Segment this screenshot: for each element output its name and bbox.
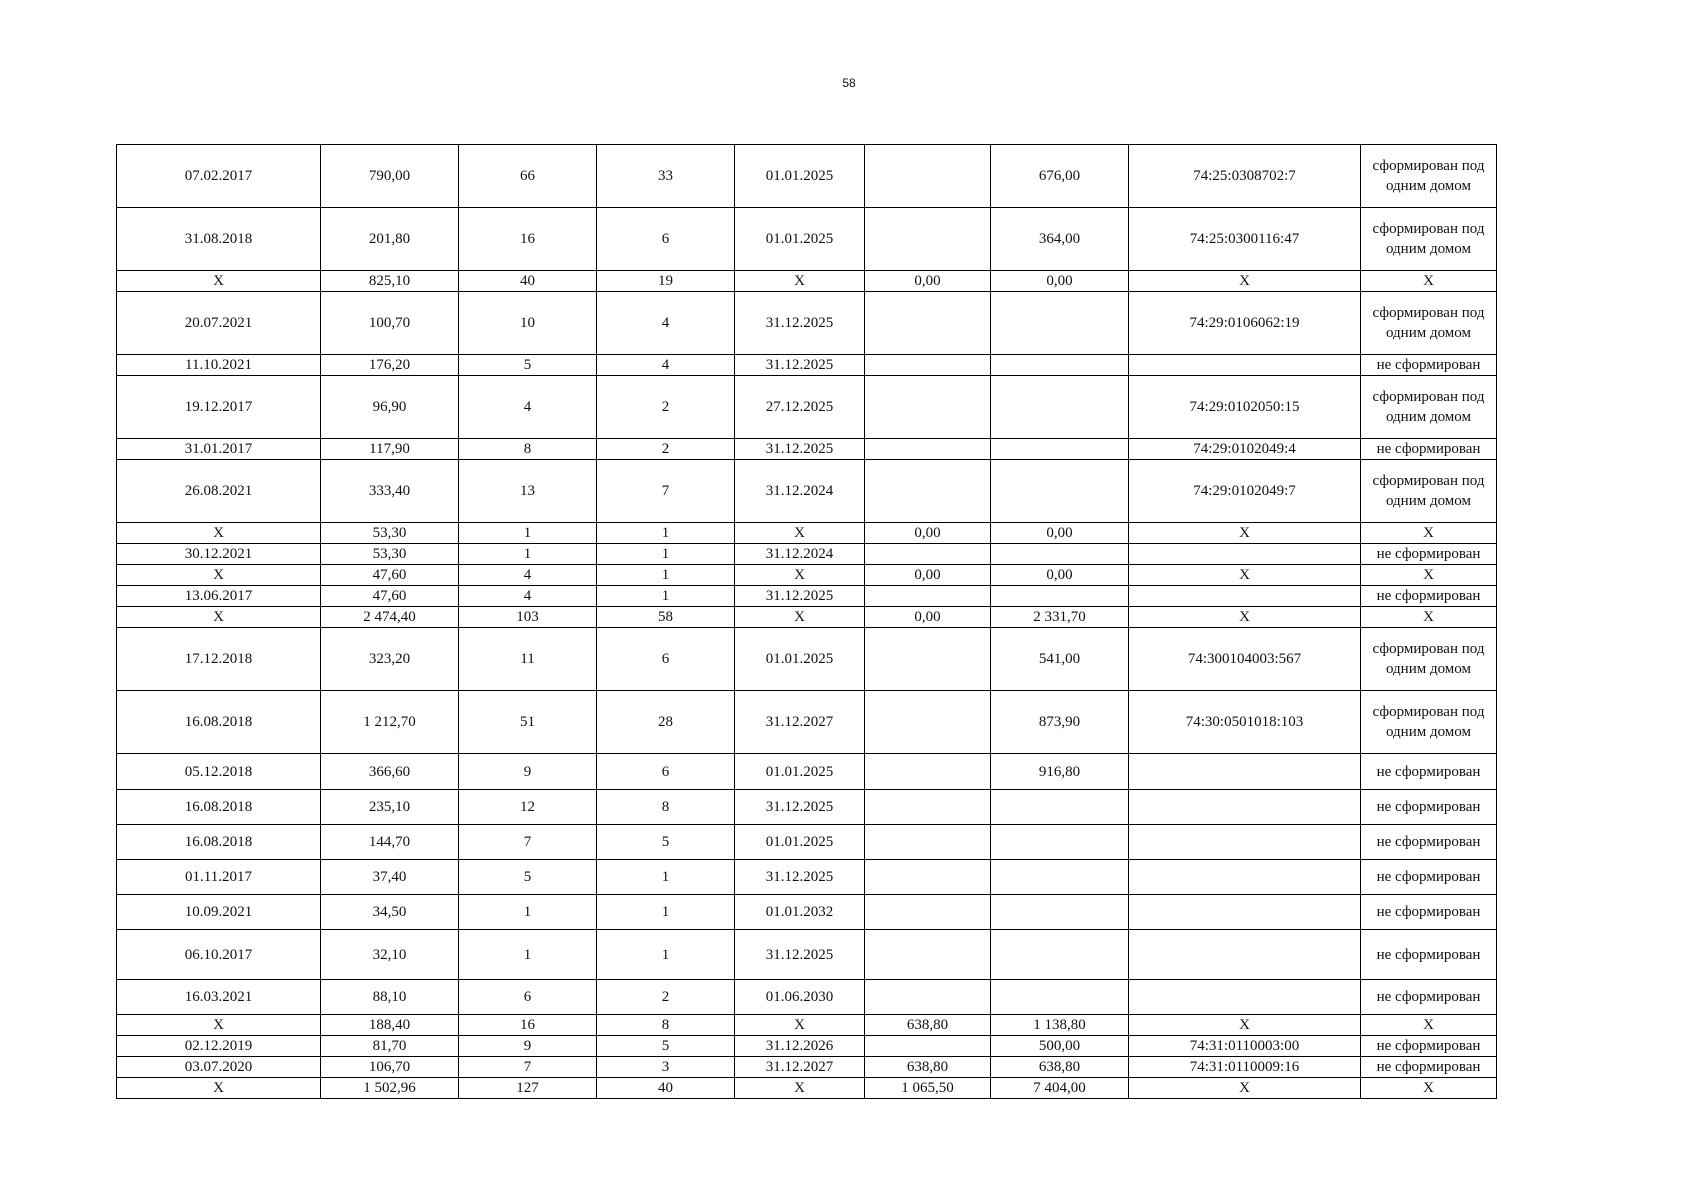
status-cell: не сформирован xyxy=(1361,439,1497,460)
area-cell: 34,50 xyxy=(321,895,459,930)
count2-cell: 5 xyxy=(597,1036,735,1057)
deadline-cell: 01.01.2025 xyxy=(735,628,865,691)
date-cell: 13.06.2017 xyxy=(117,586,321,607)
status-cell: Х xyxy=(1361,271,1497,292)
value2-cell: 500,00 xyxy=(991,1036,1129,1057)
date-cell: 17.12.2018 xyxy=(117,628,321,691)
count2-cell: 1 xyxy=(597,895,735,930)
area-cell: 88,10 xyxy=(321,980,459,1015)
cadastral-cell xyxy=(1129,895,1361,930)
value2-cell xyxy=(991,860,1129,895)
value-cell xyxy=(865,825,991,860)
date-cell: 16.08.2018 xyxy=(117,790,321,825)
value-cell: 0,00 xyxy=(865,523,991,544)
status-cell: Х xyxy=(1361,607,1497,628)
table-row xyxy=(117,523,1497,544)
table-row xyxy=(117,607,1497,628)
status-cell: сформирован под одним домом xyxy=(1361,292,1497,355)
date-cell: Х xyxy=(117,1078,321,1099)
cadastral-cell: 74:29:0106062:19 xyxy=(1129,292,1361,355)
area-cell: 1 502,96 xyxy=(321,1078,459,1099)
count2-cell: 8 xyxy=(597,1015,735,1036)
date-cell: Х xyxy=(117,565,321,586)
table-row xyxy=(117,208,1497,271)
count2-cell: 1 xyxy=(597,544,735,565)
deadline-cell: 31.12.2027 xyxy=(735,1057,865,1078)
deadline-cell: 31.12.2025 xyxy=(735,292,865,355)
table-row xyxy=(117,1036,1497,1057)
count-cell: 7 xyxy=(459,1057,597,1078)
count2-cell: 19 xyxy=(597,271,735,292)
value-cell xyxy=(865,292,991,355)
area-cell: 188,40 xyxy=(321,1015,459,1036)
table-row xyxy=(117,691,1497,754)
cadastral-cell: 74:30:0501018:103 xyxy=(1129,691,1361,754)
deadline-cell: Х xyxy=(735,1015,865,1036)
area-cell: 825,10 xyxy=(321,271,459,292)
value2-cell xyxy=(991,980,1129,1015)
status-cell: Х xyxy=(1361,1015,1497,1036)
count-cell: 103 xyxy=(459,607,597,628)
count2-cell: 6 xyxy=(597,628,735,691)
cadastral-cell: 74:300104003:567 xyxy=(1129,628,1361,691)
value-cell xyxy=(865,544,991,565)
table-row xyxy=(117,860,1497,895)
status-cell: не сформирован xyxy=(1361,980,1497,1015)
area-cell: 32,10 xyxy=(321,930,459,980)
value-cell xyxy=(865,460,991,523)
value2-cell xyxy=(991,930,1129,980)
count-cell: 40 xyxy=(459,271,597,292)
value-cell xyxy=(865,1036,991,1057)
count-cell: 1 xyxy=(459,895,597,930)
table-row xyxy=(117,980,1497,1015)
status-cell: не сформирован xyxy=(1361,1057,1497,1078)
status-cell: Х xyxy=(1361,523,1497,544)
cadastral-cell: 74:29:0102049:4 xyxy=(1129,439,1361,460)
value2-cell xyxy=(991,895,1129,930)
deadline-cell: 27.12.2025 xyxy=(735,376,865,439)
date-cell: 10.09.2021 xyxy=(117,895,321,930)
deadline-cell: 31.12.2025 xyxy=(735,439,865,460)
cadastral-cell xyxy=(1129,825,1361,860)
count-cell: 7 xyxy=(459,825,597,860)
page-number: 58 xyxy=(842,76,856,90)
value2-cell xyxy=(991,376,1129,439)
value-cell xyxy=(865,628,991,691)
date-cell: 16.08.2018 xyxy=(117,825,321,860)
status-cell: не сформирован xyxy=(1361,586,1497,607)
table-row xyxy=(117,460,1497,523)
value-cell: 638,80 xyxy=(865,1015,991,1036)
count2-cell: 6 xyxy=(597,208,735,271)
count2-cell: 2 xyxy=(597,980,735,1015)
value-cell xyxy=(865,754,991,790)
count2-cell: 3 xyxy=(597,1057,735,1078)
status-cell: не сформирован xyxy=(1361,825,1497,860)
area-cell: 117,90 xyxy=(321,439,459,460)
value2-cell: 638,80 xyxy=(991,1057,1129,1078)
count2-cell: 1 xyxy=(597,586,735,607)
table-row xyxy=(117,825,1497,860)
date-cell: Х xyxy=(117,523,321,544)
deadline-cell: 31.12.2024 xyxy=(735,460,865,523)
count2-cell: 8 xyxy=(597,790,735,825)
count-cell: 1 xyxy=(459,930,597,980)
count2-cell: 7 xyxy=(597,460,735,523)
area-cell: 47,60 xyxy=(321,565,459,586)
deadline-cell: 31.12.2026 xyxy=(735,1036,865,1057)
area-cell: 333,40 xyxy=(321,460,459,523)
deadline-cell: 31.12.2025 xyxy=(735,790,865,825)
value-cell xyxy=(865,691,991,754)
cadastral-cell xyxy=(1129,586,1361,607)
date-cell: 20.07.2021 xyxy=(117,292,321,355)
count2-cell: 1 xyxy=(597,930,735,980)
area-cell: 53,30 xyxy=(321,544,459,565)
area-cell: 106,70 xyxy=(321,1057,459,1078)
status-cell: Х xyxy=(1361,1078,1497,1099)
deadline-cell: 01.06.2030 xyxy=(735,980,865,1015)
deadline-cell: 31.12.2025 xyxy=(735,355,865,376)
date-cell: Х xyxy=(117,271,321,292)
status-cell: не сформирован xyxy=(1361,930,1497,980)
date-cell: 19.12.2017 xyxy=(117,376,321,439)
count2-cell: 33 xyxy=(597,145,735,208)
count-cell: 10 xyxy=(459,292,597,355)
status-cell: Х xyxy=(1361,565,1497,586)
count2-cell: 28 xyxy=(597,691,735,754)
status-cell: не сформирован xyxy=(1361,355,1497,376)
value2-cell: 676,00 xyxy=(991,145,1129,208)
status-cell: сформирован под одним домом xyxy=(1361,691,1497,754)
table-row xyxy=(117,930,1497,980)
value2-cell xyxy=(991,586,1129,607)
count-cell: 66 xyxy=(459,145,597,208)
value-cell xyxy=(865,980,991,1015)
table-body xyxy=(117,145,1497,1099)
count-cell: 1 xyxy=(459,523,597,544)
value2-cell: 364,00 xyxy=(991,208,1129,271)
count-cell: 11 xyxy=(459,628,597,691)
deadline-cell: Х xyxy=(735,565,865,586)
count2-cell: 1 xyxy=(597,523,735,544)
count-cell: 6 xyxy=(459,980,597,1015)
value-cell xyxy=(865,895,991,930)
value2-cell xyxy=(991,355,1129,376)
cadastral-cell: 74:31:0110003:00 xyxy=(1129,1036,1361,1057)
value-cell xyxy=(865,355,991,376)
value2-cell xyxy=(991,460,1129,523)
count-cell: 51 xyxy=(459,691,597,754)
count-cell: 5 xyxy=(459,355,597,376)
area-cell: 366,60 xyxy=(321,754,459,790)
value-cell xyxy=(865,930,991,980)
table-row xyxy=(117,376,1497,439)
count-cell: 13 xyxy=(459,460,597,523)
date-cell: 07.02.2017 xyxy=(117,145,321,208)
cadastral-cell: 74:29:0102050:15 xyxy=(1129,376,1361,439)
table-row xyxy=(117,790,1497,825)
count-cell: 4 xyxy=(459,586,597,607)
area-cell: 100,70 xyxy=(321,292,459,355)
date-cell: 05.12.2018 xyxy=(117,754,321,790)
area-cell: 1 212,70 xyxy=(321,691,459,754)
status-cell: сформирован под одним домом xyxy=(1361,628,1497,691)
cadastral-cell: 74:31:0110009:16 xyxy=(1129,1057,1361,1078)
deadline-cell: 01.01.2032 xyxy=(735,895,865,930)
value-cell xyxy=(865,860,991,895)
date-cell: 06.10.2017 xyxy=(117,930,321,980)
count-cell: 8 xyxy=(459,439,597,460)
date-cell: 31.01.2017 xyxy=(117,439,321,460)
cadastral-cell xyxy=(1129,980,1361,1015)
count2-cell: 4 xyxy=(597,292,735,355)
deadline-cell: 01.01.2025 xyxy=(735,145,865,208)
deadline-cell: 31.12.2025 xyxy=(735,586,865,607)
area-cell: 81,70 xyxy=(321,1036,459,1057)
deadline-cell: 01.01.2025 xyxy=(735,825,865,860)
value2-cell xyxy=(991,790,1129,825)
deadline-cell: Х xyxy=(735,607,865,628)
value-cell xyxy=(865,208,991,271)
value2-cell xyxy=(991,292,1129,355)
cadastral-cell: Х xyxy=(1129,271,1361,292)
status-cell: не сформирован xyxy=(1361,895,1497,930)
deadline-cell: 31.12.2025 xyxy=(735,860,865,895)
date-cell: 03.07.2020 xyxy=(117,1057,321,1078)
status-cell: сформирован под одним домом xyxy=(1361,376,1497,439)
area-cell: 96,90 xyxy=(321,376,459,439)
table-row xyxy=(117,1015,1497,1036)
area-cell: 37,40 xyxy=(321,860,459,895)
cadastral-cell xyxy=(1129,355,1361,376)
value2-cell: 541,00 xyxy=(991,628,1129,691)
deadline-cell: 01.01.2025 xyxy=(735,208,865,271)
value2-cell xyxy=(991,544,1129,565)
table-row xyxy=(117,145,1497,208)
count-cell: 9 xyxy=(459,1036,597,1057)
deadline-cell: 31.12.2024 xyxy=(735,544,865,565)
cadastral-cell xyxy=(1129,544,1361,565)
count2-cell: 4 xyxy=(597,355,735,376)
value2-cell: 0,00 xyxy=(991,565,1129,586)
count2-cell: 1 xyxy=(597,860,735,895)
count-cell: 16 xyxy=(459,208,597,271)
date-cell: 01.11.2017 xyxy=(117,860,321,895)
cadastral-cell: 74:25:0308702:7 xyxy=(1129,145,1361,208)
deadline-cell: 31.12.2027 xyxy=(735,691,865,754)
data-table xyxy=(116,144,1497,1099)
value-cell xyxy=(865,790,991,825)
cadastral-cell: Х xyxy=(1129,523,1361,544)
table-row xyxy=(117,1078,1497,1099)
cadastral-cell xyxy=(1129,754,1361,790)
cadastral-cell: 74:25:0300116:47 xyxy=(1129,208,1361,271)
count-cell: 5 xyxy=(459,860,597,895)
value2-cell xyxy=(991,439,1129,460)
area-cell: 790,00 xyxy=(321,145,459,208)
date-cell: 16.08.2018 xyxy=(117,691,321,754)
value-cell xyxy=(865,439,991,460)
area-cell: 176,20 xyxy=(321,355,459,376)
area-cell: 201,80 xyxy=(321,208,459,271)
area-cell: 53,30 xyxy=(321,523,459,544)
count2-cell: 2 xyxy=(597,376,735,439)
count2-cell: 1 xyxy=(597,565,735,586)
value-cell: 0,00 xyxy=(865,565,991,586)
cadastral-cell xyxy=(1129,790,1361,825)
deadline-cell: Х xyxy=(735,271,865,292)
count-cell: 16 xyxy=(459,1015,597,1036)
date-cell: 26.08.2021 xyxy=(117,460,321,523)
date-cell: Х xyxy=(117,607,321,628)
value2-cell: 916,80 xyxy=(991,754,1129,790)
count2-cell: 58 xyxy=(597,607,735,628)
value2-cell xyxy=(991,825,1129,860)
date-cell: 31.08.2018 xyxy=(117,208,321,271)
cadastral-cell xyxy=(1129,930,1361,980)
table-row xyxy=(117,895,1497,930)
area-cell: 323,20 xyxy=(321,628,459,691)
cadastral-cell: Х xyxy=(1129,1078,1361,1099)
value2-cell: 2 331,70 xyxy=(991,607,1129,628)
value-cell xyxy=(865,586,991,607)
deadline-cell: Х xyxy=(735,523,865,544)
cadastral-cell xyxy=(1129,860,1361,895)
count-cell: 12 xyxy=(459,790,597,825)
count-cell: 4 xyxy=(459,565,597,586)
deadline-cell: Х xyxy=(735,1078,865,1099)
status-cell: не сформирован xyxy=(1361,1036,1497,1057)
table-row xyxy=(117,271,1497,292)
count-cell: 4 xyxy=(459,376,597,439)
value2-cell: 1 138,80 xyxy=(991,1015,1129,1036)
value-cell: 0,00 xyxy=(865,607,991,628)
value-cell xyxy=(865,145,991,208)
value-cell: 0,00 xyxy=(865,271,991,292)
value2-cell: 7 404,00 xyxy=(991,1078,1129,1099)
value-cell xyxy=(865,376,991,439)
table-row xyxy=(117,754,1497,790)
value2-cell: 0,00 xyxy=(991,523,1129,544)
count2-cell: 40 xyxy=(597,1078,735,1099)
status-cell: не сформирован xyxy=(1361,544,1497,565)
area-cell: 47,60 xyxy=(321,586,459,607)
value-cell: 1 065,50 xyxy=(865,1078,991,1099)
status-cell: сформирован под одним домом xyxy=(1361,145,1497,208)
count-cell: 1 xyxy=(459,544,597,565)
status-cell: сформирован под одним домом xyxy=(1361,208,1497,271)
status-cell: не сформирован xyxy=(1361,754,1497,790)
deadline-cell: 31.12.2025 xyxy=(735,930,865,980)
cadastral-cell: 74:29:0102049:7 xyxy=(1129,460,1361,523)
table-row xyxy=(117,565,1497,586)
date-cell: 16.03.2021 xyxy=(117,980,321,1015)
count2-cell: 2 xyxy=(597,439,735,460)
count2-cell: 5 xyxy=(597,825,735,860)
cadastral-cell: Х xyxy=(1129,565,1361,586)
cadastral-cell: Х xyxy=(1129,1015,1361,1036)
cadastral-cell: Х xyxy=(1129,607,1361,628)
status-cell: не сформирован xyxy=(1361,860,1497,895)
status-cell: не сформирован xyxy=(1361,790,1497,825)
date-cell: 02.12.2019 xyxy=(117,1036,321,1057)
value2-cell: 873,90 xyxy=(991,691,1129,754)
value2-cell: 0,00 xyxy=(991,271,1129,292)
table-row xyxy=(117,586,1497,607)
deadline-cell: 01.01.2025 xyxy=(735,754,865,790)
date-cell: Х xyxy=(117,1015,321,1036)
table-row xyxy=(117,1057,1497,1078)
area-cell: 235,10 xyxy=(321,790,459,825)
count2-cell: 6 xyxy=(597,754,735,790)
table-row xyxy=(117,628,1497,691)
table-row xyxy=(117,292,1497,355)
date-cell: 11.10.2021 xyxy=(117,355,321,376)
table-row xyxy=(117,355,1497,376)
count-cell: 9 xyxy=(459,754,597,790)
date-cell: 30.12.2021 xyxy=(117,544,321,565)
table-row xyxy=(117,544,1497,565)
count-cell: 127 xyxy=(459,1078,597,1099)
status-cell: сформирован под одним домом xyxy=(1361,460,1497,523)
value-cell: 638,80 xyxy=(865,1057,991,1078)
area-cell: 144,70 xyxy=(321,825,459,860)
area-cell: 2 474,40 xyxy=(321,607,459,628)
table-row xyxy=(117,439,1497,460)
